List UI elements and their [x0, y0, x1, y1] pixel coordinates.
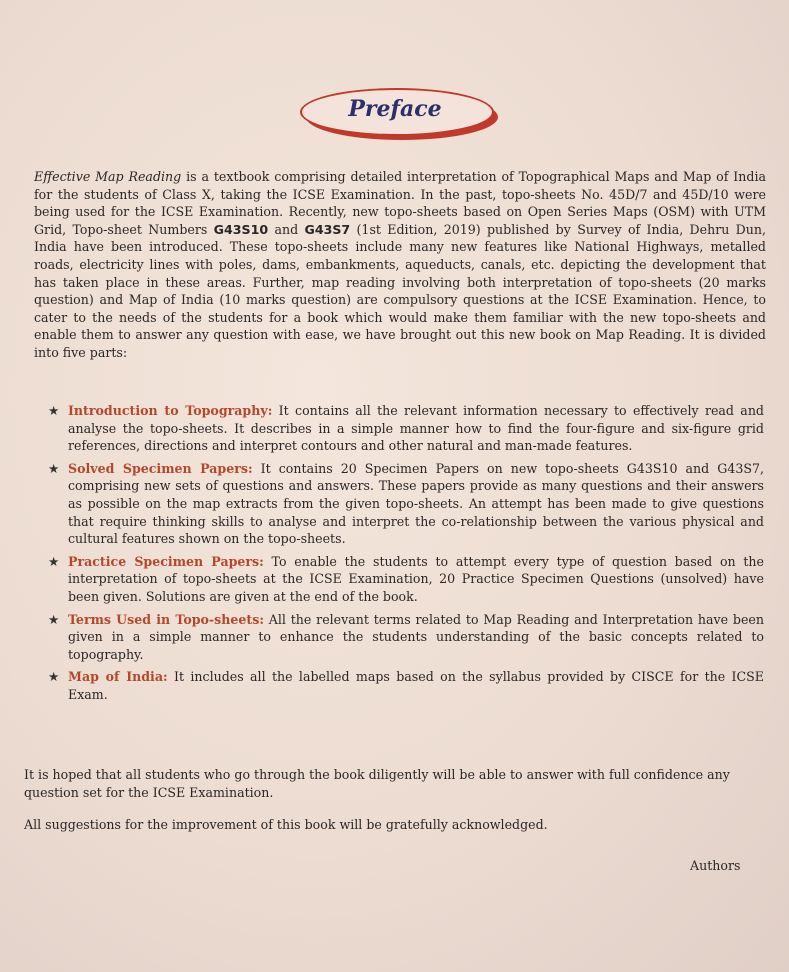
star-bullet-icon: ★ — [48, 403, 60, 418]
parts-list — [48, 402, 764, 709]
star-bullet-icon: ★ — [48, 611, 60, 627]
star-bullet-icon: ★ — [48, 669, 60, 685]
list-item — [48, 553, 764, 606]
part-text: It includes all the labelled maps based on the syllabus provided by CISCE for the ICSE Exam. — [68, 669, 764, 702]
closing-paragraph: It is hoped that all students who go through the book diligently will be able to answer with full confidence any question set for the ICSE Examination. — [24, 767, 730, 800]
part-text: It contains 20 Specimen Papers on new topo-sheets G43S10 and G43S7, comprising new sets of questions and answers. These papers provide as many questions and their answers as possible on the map extracts from the given topo-sheets. An attempt has been made to give questions that require thinking skills to analyse and interpret the co-relationship between the various physical and cultural features shown on the topo-sheets. — [68, 460, 764, 547]
intro-text-1: is a textbook comprising detailed interpretation of Topographical Maps and Map of India for the students of Class X, taking the ICSE Examination. In the past, topo-sheets No. 45D/7 and 45D/10 were being used for the ICSE Examination. Recently, new topo-sheets based on Open Series Maps (OSM) with UTM Grid, Topo-sheet Numbers — [34, 169, 766, 237]
intro-text-2: and — [268, 221, 305, 237]
list-item — [48, 611, 764, 664]
list-item — [48, 668, 764, 703]
intro-paragraph — [34, 168, 766, 362]
star-bullet-icon: ★ — [48, 460, 60, 476]
sheet-number-1: G43S10 — [213, 221, 269, 237]
part-heading: Introduction to Topography: — [68, 403, 273, 418]
part-heading: Solved Specimen Papers: — [68, 460, 253, 476]
part-heading: Terms Used in Topo-sheets: — [68, 611, 264, 627]
page-title: Preface — [348, 96, 442, 122]
intro-text-3: (1st Edition, 2019) published by Survey of India, Dehru Dun, India have been introduced. These topo-sheets include many new features like National Highways, metalled roads, electricity lines with poles, dams, embankments, aqueducts, canals, etc. depicting the development that has taken place in these areas. Further, map reading involving both interpretation of topo-sheets (20 marks question) and Map of India (10 marks question) are compulsory questions at the ICSE Examination. Hence, to cater to the needs of the students for a book which would make them familiar with the new topo-sheets and enable them to answer any question with ease, we have brought out this new book on Map Reading. It is divided into five parts: — [34, 221, 766, 360]
sheet-number-2: G43S7 — [304, 221, 351, 237]
authors-signature: Authors — [690, 858, 741, 873]
acknowledgement-paragraph: All suggestions for the improvement of this book will be gratefully acknowledged. — [24, 817, 548, 832]
star-bullet-icon: ★ — [48, 553, 60, 569]
title-banner — [300, 88, 495, 136]
part-text: To enable the students to attempt every type of question based on the interpretation of topo-sheets at the ICSE Examination, 20 Practice Specimen Questions (unsolved) have been given. Solutions are given at the end of the book. — [68, 553, 765, 604]
list-item — [48, 460, 764, 548]
part-heading: Practice Specimen Papers: — [68, 553, 264, 569]
part-text: All the relevant terms related to Map Reading and Interpretation have been given in a simple manner to enhance the students understanding of the basic concepts related to topography. — [68, 611, 764, 662]
list-item — [48, 402, 764, 455]
part-heading: Map of India: — [68, 669, 168, 685]
part-text: It contains all the relevant information necessary to effectively read and analyse the topo-sheets. It describes in a simple manner how to find the four-figure and six-figure grid references, directions and interpret contours and other natural and man-made features. — [68, 403, 764, 454]
book-name: Effective Map Reading — [34, 169, 182, 184]
